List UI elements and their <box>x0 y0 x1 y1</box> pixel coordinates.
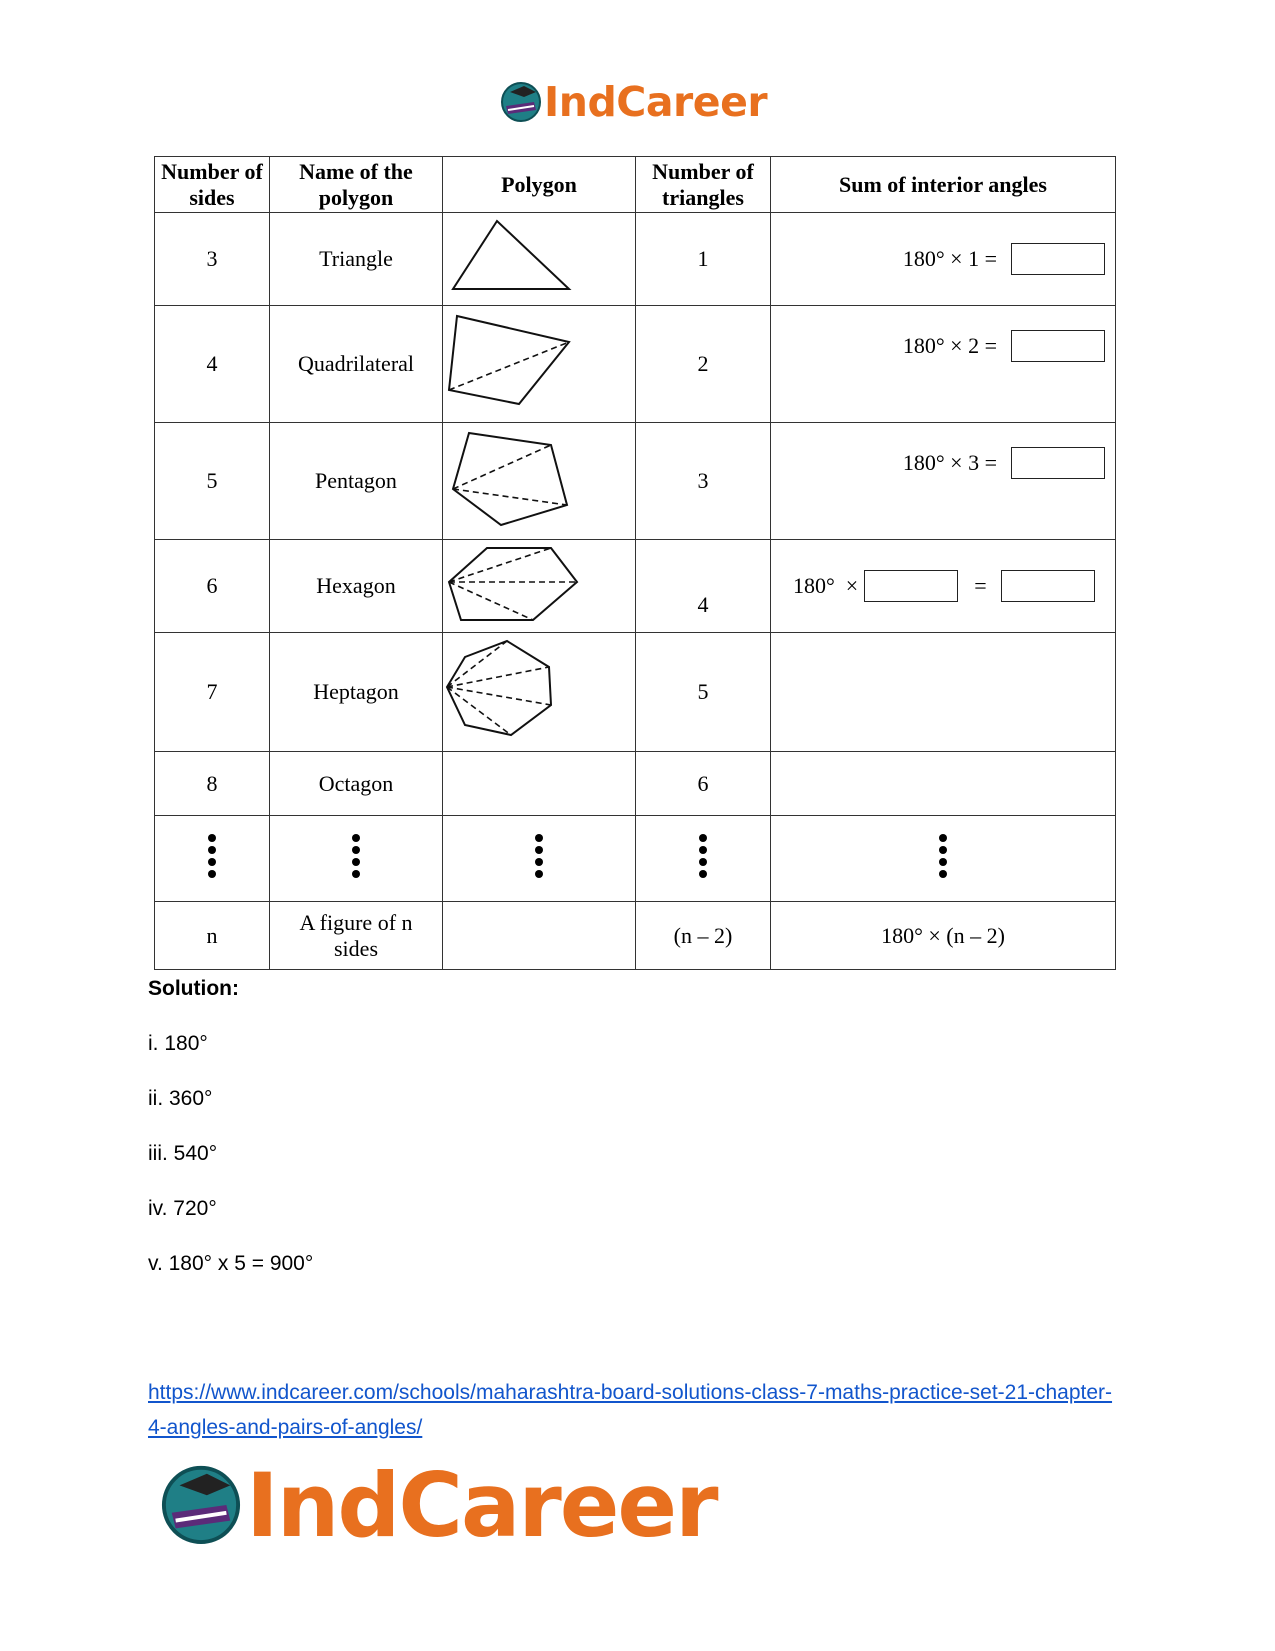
table-row <box>155 633 1116 752</box>
heptagon-shape <box>443 633 635 745</box>
triangle-figure <box>443 213 636 306</box>
ellipsis-cell <box>443 816 636 902</box>
brand-name: IndCareer <box>246 1454 717 1557</box>
pentagon-figure <box>443 423 636 540</box>
cell-triangles: 2 <box>636 306 771 423</box>
table-row <box>155 306 1116 423</box>
ellipsis-cell <box>636 816 771 902</box>
sum-expression-left: 180° × <box>793 573 859 598</box>
table-row <box>155 423 1116 540</box>
solution-title: Solution: <box>148 977 239 1000</box>
quadrilateral-figure <box>443 306 636 423</box>
header-triangles: Number of triangles <box>636 157 771 213</box>
cell-sides: 3 <box>155 213 270 306</box>
cell-sides: 7 <box>155 633 270 752</box>
polygon-figure-empty <box>443 902 636 970</box>
cell-sum <box>771 752 1116 816</box>
table-header-row <box>155 157 1116 213</box>
answer-box-sum <box>1001 570 1095 602</box>
quadrilateral-shape <box>443 306 635 416</box>
cell-sum <box>771 423 1116 540</box>
hexagon-figure <box>443 540 636 633</box>
cell-name: Octagon <box>270 752 443 816</box>
cell-sum <box>771 213 1116 306</box>
cell-triangles: 3 <box>636 423 771 540</box>
cell-sides: 6 <box>155 540 270 633</box>
triangle-shape <box>443 213 635 299</box>
vertical-ellipsis-icon <box>352 830 360 882</box>
solution-item: i. 180° <box>148 1032 208 1055</box>
cell-name: Quadrilateral <box>270 306 443 423</box>
ellipsis-row <box>155 816 1116 902</box>
header-name: Name of the polygon <box>270 157 443 213</box>
vertical-ellipsis-icon <box>939 830 947 882</box>
solution-item: ii. 360° <box>148 1087 213 1110</box>
answer-box <box>1011 330 1105 362</box>
cell-name: A figure of n sides <box>270 902 443 970</box>
table-row <box>155 540 1116 633</box>
header-sum: Sum of interior angles <box>771 157 1116 213</box>
vertical-ellipsis-icon <box>699 830 707 882</box>
header-sides: Number of sides <box>155 157 270 213</box>
header-polygon: Polygon <box>443 157 636 213</box>
brand-name: IndCareer <box>544 78 768 126</box>
octagon-figure <box>443 752 636 816</box>
solution-item: iii. 540° <box>148 1142 218 1165</box>
cell-triangles: 4 <box>636 540 771 633</box>
cell-sides: 8 <box>155 752 270 816</box>
sum-expression: 180° × 3 = <box>902 450 997 475</box>
solution-item: iv. 720° <box>148 1197 217 1220</box>
answer-box-triangles <box>864 570 958 602</box>
cell-name: Heptagon <box>270 633 443 752</box>
ellipsis-cell <box>270 816 443 902</box>
cell-name: Pentagon <box>270 423 443 540</box>
footer-logo <box>160 1454 717 1562</box>
answer-box <box>1011 447 1105 479</box>
cell-sides: n <box>155 902 270 970</box>
globe-book-icon <box>500 80 542 122</box>
hexagon-shape <box>443 540 635 626</box>
pentagon-shape <box>443 423 635 533</box>
cell-triangles: 6 <box>636 752 771 816</box>
answer-box <box>1011 243 1105 275</box>
cell-sides: 5 <box>155 423 270 540</box>
heptagon-figure <box>443 633 636 752</box>
cell-name: Triangle <box>270 213 443 306</box>
cell-name: Hexagon <box>270 540 443 633</box>
vertical-ellipsis-icon <box>208 830 216 882</box>
cell-sides: 4 <box>155 306 270 423</box>
sum-expression: 180° × 1 = <box>902 246 997 271</box>
cell-sum: 180° × (n – 2) <box>771 902 1116 970</box>
cell-triangles: (n – 2) <box>636 902 771 970</box>
cell-sum <box>771 633 1116 752</box>
vertical-ellipsis-icon <box>535 830 543 882</box>
table-row <box>155 902 1116 970</box>
solution-item: v. 180° x 5 = 900° <box>148 1252 314 1275</box>
cell-sum <box>771 540 1116 633</box>
cell-triangles: 1 <box>636 213 771 306</box>
cell-sum <box>771 306 1116 423</box>
ellipsis-cell <box>155 816 270 902</box>
table-row <box>155 752 1116 816</box>
header-logo <box>500 80 770 128</box>
globe-book-icon <box>160 1462 242 1544</box>
source-link[interactable]: https://www.indcareer.com/schools/maharashtra-board-solutions-class-7-maths-practice-set-21-chapter-4-angles-and-pairs-of-angles/ <box>148 1381 1113 1439</box>
cell-triangles: 5 <box>636 633 771 752</box>
ellipsis-cell <box>771 816 1116 902</box>
sum-expression: 180° × 2 = <box>902 333 997 358</box>
polygon-table <box>154 156 1116 970</box>
sum-equals: = <box>974 573 987 598</box>
table-row <box>155 213 1116 306</box>
